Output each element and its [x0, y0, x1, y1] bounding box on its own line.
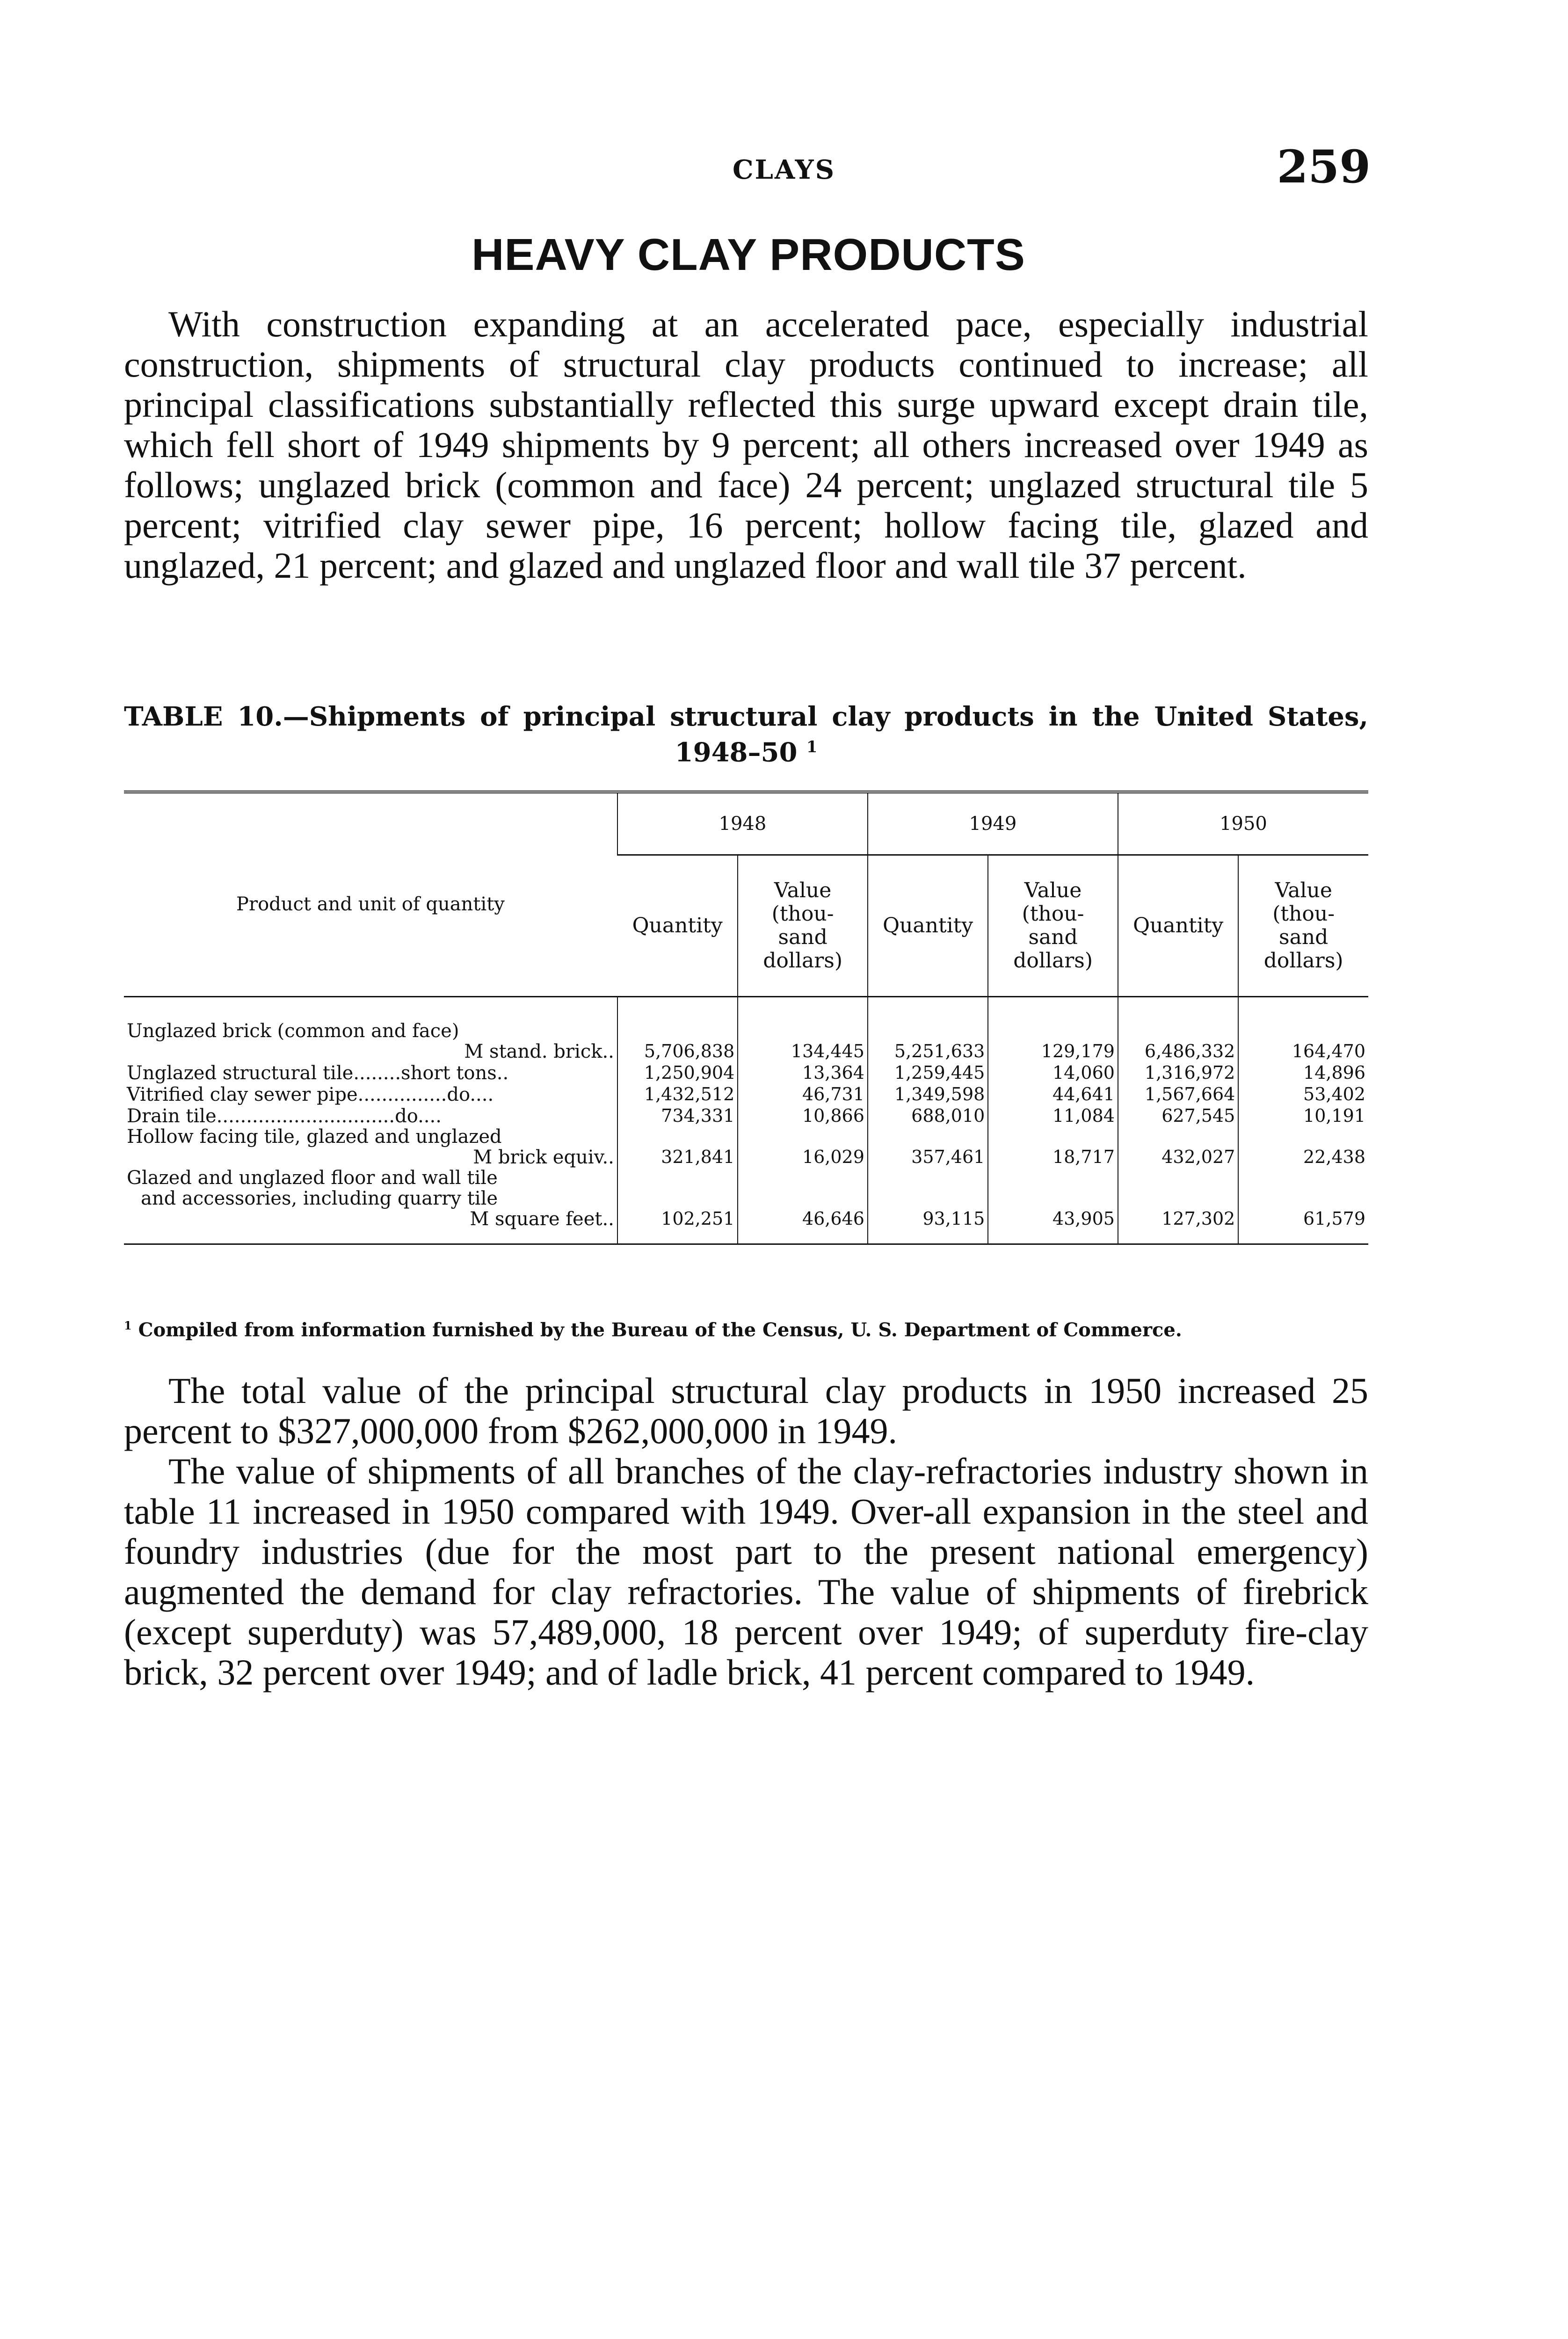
cell-value-1948: 46,646	[738, 1168, 868, 1244]
intro-paragraph: With construction expanding at an accelerated pace, especially industrial construction, shipments of structural clay products continued to increase; all principal classifications substantially reflected this surge upward except drain tile, which fell short of 1949 shipments by 9 percent; all others increased over 1949 as follows; unglazed brick (common and face) 24 percent; unglazed structural tile 5 percent; vitrified clay sewer pipe, 16 percent; hollow facing tile, glazed and unglazed, 21 percent; and glazed and unglazed floor and wall tile 37 percent.	[124, 304, 1368, 586]
cell-value-1950: 61,579	[1238, 1168, 1368, 1244]
cell-quantity-1949: 5,251,633	[868, 997, 988, 1062]
cell-quantity-1950: 1,316,972	[1118, 1062, 1238, 1083]
cell-value-1950: 14,896	[1238, 1062, 1368, 1083]
cell-quantity-1949: 1,349,598	[868, 1083, 988, 1105]
product-label: Unglazed structural tile........short tons..	[127, 1062, 509, 1084]
cell-quantity-1948: 1,432,512	[617, 1083, 738, 1105]
cell-value-1948: 10,866	[738, 1105, 868, 1126]
table-title	[124, 702, 1368, 768]
cell-quantity-1949: 1,259,445	[868, 1062, 988, 1083]
cell-value-1949: 11,084	[988, 1105, 1118, 1126]
cell-value-1950: 53,402	[1238, 1083, 1368, 1105]
product-label: Glazed and unglazed floor and wall tile and accessories, including quarry tile M square feet..	[124, 1168, 617, 1244]
product-label: Hollow facing tile, glazed and unglazed M brick equiv..	[127, 1126, 614, 1168]
product-label: Unglazed brick (common and face) M stand. brick..	[127, 1020, 614, 1062]
table-title-line-1: TABLE 10.—Shipments of principal structural clay products in the United States,	[124, 701, 1368, 732]
cell-quantity-1948: 734,331	[617, 1105, 738, 1126]
table-row	[124, 1083, 1368, 1105]
footnote-mark: 1	[124, 1319, 132, 1332]
page-number: 259	[1277, 140, 1371, 193]
product-label: Drain tile..............................do....	[127, 1105, 442, 1127]
cell-value-1948: 46,731	[738, 1083, 868, 1105]
cell-quantity-1949: 357,461	[868, 1126, 988, 1168]
cell-value-1948: 16,029	[738, 1126, 868, 1168]
table-row	[124, 997, 1368, 1062]
cell-value-1949: 43,905	[988, 1168, 1118, 1244]
cell-value-1950: 10,191	[1238, 1105, 1368, 1126]
running-head: CLAYS	[732, 154, 836, 185]
table-title-note-mark: 1	[806, 737, 818, 756]
cell-quantity-1948: 321,841	[617, 1126, 738, 1168]
value-header: Value (thou- sand dollars)	[988, 855, 1118, 997]
cell-quantity-1949: 688,010	[868, 1105, 988, 1126]
product-label: Vitrified clay sewer pipe...............do....	[127, 1084, 494, 1105]
year-header-1949: 1949	[868, 792, 1118, 855]
cell-value-1950: 22,438	[1238, 1126, 1368, 1168]
intro-paragraph-block	[124, 304, 1368, 586]
quantity-header: Quantity	[868, 855, 988, 997]
cell-value-1948: 134,445	[738, 997, 868, 1062]
cell-quantity-1948: 102,251	[617, 1168, 738, 1244]
cell-value-1949: 18,717	[988, 1126, 1118, 1168]
closing-paragraph-2: The value of shipments of all branches of the clay-refractories industry shown in table 11 increased in 1950 compared with 1949. Over-all expansion in the steel and foundry industries (due for the most part to the present national emergency) augmented the demand for clay refractories. The value of shipments of firebrick (except superduty) was 57,489,000, 18 percent over 1949; of superduty fire-clay brick, 32 percent over 1949; and of ladle brick, 41 percent compared to 1949.	[124, 1451, 1368, 1693]
table-row	[124, 1062, 1368, 1083]
cell-quantity-1950: 432,027	[1118, 1126, 1238, 1168]
value-header: Value (thou- sand dollars)	[738, 855, 868, 997]
quantity-header: Quantity	[1118, 855, 1238, 997]
cell-quantity-1948: 5,706,838	[617, 997, 738, 1062]
cell-quantity-1950: 1,567,664	[1118, 1083, 1238, 1105]
table-row	[124, 1105, 1368, 1126]
cell-value-1948: 13,364	[738, 1062, 868, 1083]
quantity-header: Quantity	[617, 855, 738, 997]
year-header-1950: 1950	[1118, 792, 1368, 855]
cell-quantity-1950: 627,545	[1118, 1105, 1238, 1126]
year-header-1948: 1948	[617, 792, 868, 855]
table-footnote	[124, 1315, 1368, 1341]
table-title-years: 1948–50	[675, 737, 798, 768]
cell-value-1949: 14,060	[988, 1062, 1118, 1083]
value-header: Value (thou- sand dollars)	[1238, 855, 1368, 997]
section-title: HEAVY CLAY PRODUCTS	[472, 230, 1025, 280]
table-row	[124, 1168, 1368, 1244]
footnote-text: Compiled from information furnished by the Bureau of the Census, U. S. Department of Commerce.	[138, 1319, 1182, 1341]
cell-value-1950: 164,470	[1238, 997, 1368, 1062]
cell-quantity-1949: 93,115	[868, 1168, 988, 1244]
cell-value-1949: 44,641	[988, 1083, 1118, 1105]
product-column-header: Product and unit of quantity	[124, 792, 617, 997]
cell-quantity-1948: 1,250,904	[617, 1062, 738, 1083]
cell-quantity-1950: 6,486,332	[1118, 997, 1238, 1062]
closing-paragraph-1: The total value of the principal structural clay products in 1950 increased 25 percent to $327,000,000 from $262,000,000 in 1949.	[124, 1370, 1368, 1451]
shipments-table	[124, 791, 1368, 1245]
table-title-line-2	[124, 732, 1368, 768]
table-row	[124, 1126, 1368, 1168]
table-year-header-row	[124, 792, 1368, 855]
closing-paragraphs-block	[124, 1371, 1368, 1693]
cell-value-1949: 129,179	[988, 997, 1118, 1062]
cell-quantity-1950: 127,302	[1118, 1168, 1238, 1244]
